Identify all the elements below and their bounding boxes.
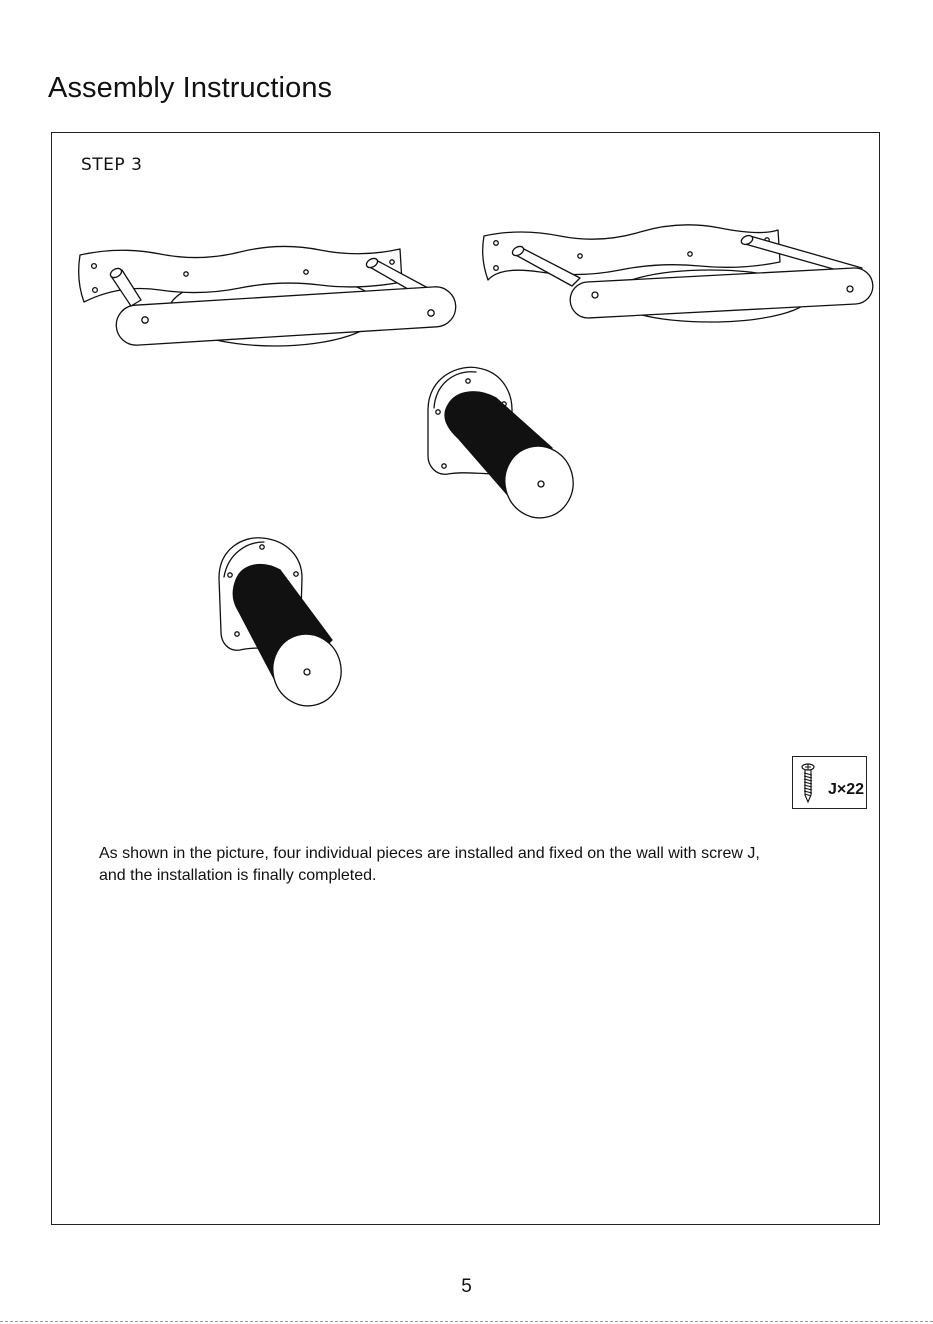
hardware-quantity: J×22 <box>827 781 864 798</box>
instruction-text: As shown in the picture, four individual pieces are installed and fixed on the wall with screw J, and the installation is finally completed. <box>99 845 760 884</box>
step-label: STEP 3 <box>81 155 143 175</box>
hardware-callout <box>792 756 867 809</box>
scratching-post-upper <box>428 367 581 525</box>
screw-icon <box>801 763 815 803</box>
scratching-post-lower <box>219 538 349 714</box>
wall-shelf-right <box>483 225 874 322</box>
page-number: 5 <box>461 1276 472 1297</box>
page-title: Assembly Instructions <box>48 72 333 104</box>
wall-shelf-left <box>79 246 457 346</box>
bottom-rule <box>0 1321 933 1322</box>
